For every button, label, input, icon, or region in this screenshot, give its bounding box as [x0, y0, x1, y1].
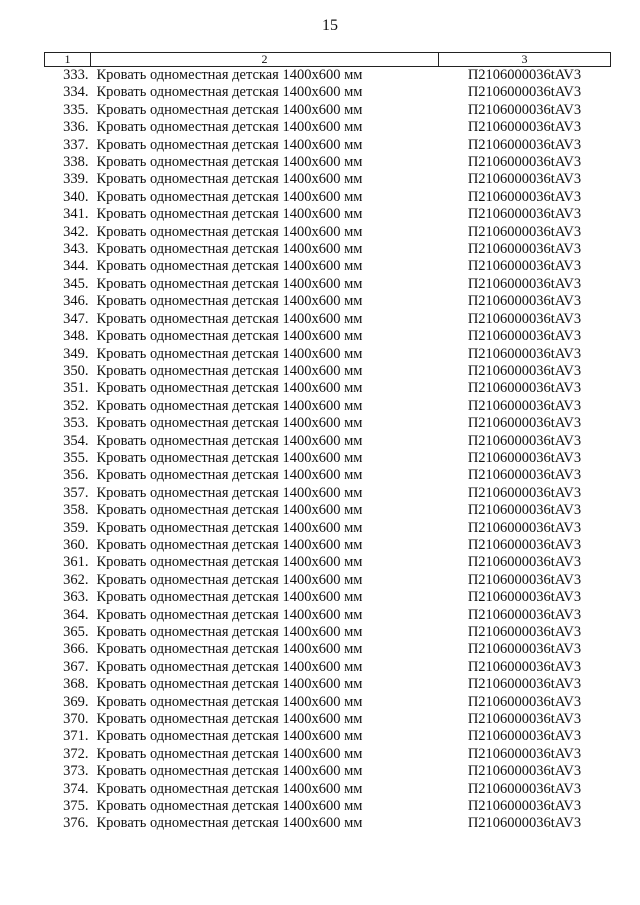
table-row [45, 206, 611, 223]
row-number: 368. [63, 676, 89, 693]
table-row [45, 624, 611, 641]
table-row [45, 311, 611, 328]
item-code: П2106000036tAV3 [467, 258, 582, 275]
item-code: П2106000036tAV3 [467, 554, 582, 571]
row-number: 347. [63, 310, 89, 327]
item-code: П2106000036tAV3 [467, 206, 582, 223]
table-row [45, 293, 611, 310]
table-row [45, 380, 611, 397]
items-table [44, 52, 611, 833]
item-name: Кровать одноместная детская 1400х600 мм [96, 589, 363, 606]
item-code: П2106000036tAV3 [467, 432, 582, 449]
table-row [45, 189, 611, 206]
item-name: Кровать одноместная детская 1400х600 мм [96, 223, 363, 240]
table-row [45, 676, 611, 693]
row-number: 350. [63, 362, 89, 379]
item-name: Кровать одноместная детская 1400х600 мм [96, 136, 363, 153]
item-name: Кровать одноместная детская 1400х600 мм [96, 519, 363, 536]
row-number: 375. [63, 798, 89, 815]
page-number: 15 [322, 17, 338, 34]
table-row [45, 102, 611, 119]
row-number: 357. [63, 484, 89, 501]
item-name: Кровать одноместная детская 1400х600 мм [96, 606, 363, 623]
row-number: 364. [63, 606, 89, 623]
item-name: Кровать одноместная детская 1400х600 мм [96, 293, 363, 310]
item-name: Кровать одноместная детская 1400х600 мм [96, 676, 363, 693]
item-code: П2106000036tAV3 [467, 693, 582, 710]
row-number: 373. [63, 763, 89, 780]
table-row [45, 241, 611, 258]
table-row [45, 694, 611, 711]
item-code: П2106000036tAV3 [467, 815, 582, 832]
table-row [45, 537, 611, 554]
item-name: Кровать одноместная детская 1400х600 мм [96, 502, 363, 519]
item-name: Кровать одноместная детская 1400х600 мм [96, 397, 363, 414]
row-number: 353. [63, 415, 89, 432]
item-code: П2106000036tAV3 [467, 624, 582, 640]
item-name: Кровать одноместная детская 1400х600 мм [96, 67, 363, 83]
item-code: П2106000036tAV3 [467, 763, 582, 780]
row-number: 354. [63, 432, 89, 449]
row-number: 339. [63, 171, 89, 188]
row-number: 340. [63, 188, 89, 205]
row-number: 349. [63, 345, 89, 362]
item-name: Кровать одноместная детская 1400х600 мм [96, 449, 363, 466]
row-number: 352. [63, 397, 89, 414]
row-number: 360. [63, 536, 89, 553]
item-code: П2106000036tAV3 [467, 328, 582, 345]
item-name: Кровать одноместная детская 1400х600 мм [96, 241, 363, 258]
item-name: Кровать одноместная детская 1400х600 мм [96, 571, 363, 588]
table-row [45, 398, 611, 415]
column-header-3: 3 [439, 53, 611, 67]
item-code: П2106000036tAV3 [467, 397, 582, 414]
item-name: Кровать одноместная детская 1400х600 мм [96, 119, 363, 136]
item-name: Кровать одноместная детская 1400х600 мм [96, 154, 363, 171]
row-number: 358. [63, 502, 89, 519]
row-number: 351. [63, 380, 89, 397]
row-number: 363. [63, 589, 89, 606]
item-name: Кровать одноместная детская 1400х600 мм [96, 258, 363, 275]
item-name: Кровать одноместная детская 1400х600 мм [96, 763, 363, 780]
item-name: Кровать одноместная детская 1400х600 мм [96, 711, 363, 728]
item-code: П2106000036tAV3 [467, 67, 582, 83]
row-number: 369. [63, 693, 89, 710]
item-code: П2106000036tAV3 [467, 798, 582, 815]
item-code: П2106000036tAV3 [467, 310, 582, 327]
table-row [45, 659, 611, 676]
row-number: 367. [63, 658, 89, 675]
item-code: П2106000036tAV3 [467, 676, 582, 693]
row-number: 335. [63, 101, 89, 118]
item-name: Кровать одноместная детская 1400х600 мм [96, 188, 363, 205]
table-row [45, 502, 611, 519]
table-row [45, 433, 611, 450]
item-name: Кровать одноместная детская 1400х600 мм [96, 780, 363, 797]
table-header-row [45, 53, 611, 67]
table-row [45, 485, 611, 502]
item-code: П2106000036tAV3 [467, 711, 582, 728]
item-code: П2106000036tAV3 [467, 641, 582, 658]
table-body [45, 67, 611, 833]
item-code: П2106000036tAV3 [467, 415, 582, 432]
item-code: П2106000036tAV3 [467, 502, 582, 519]
row-number: 348. [63, 328, 89, 345]
item-name: Кровать одноместная детская 1400х600 мм [96, 815, 363, 832]
table-row [45, 84, 611, 101]
table-row [45, 328, 611, 345]
table-row [45, 258, 611, 275]
item-name: Кровать одноместная детская 1400х600 мм [96, 415, 363, 432]
table-row [45, 67, 611, 85]
item-code: П2106000036tAV3 [467, 101, 582, 118]
table-row [45, 137, 611, 154]
table-row [45, 520, 611, 537]
row-number: 365. [63, 624, 89, 640]
item-name: Кровать одноместная детская 1400х600 мм [96, 171, 363, 188]
row-number: 361. [63, 554, 89, 571]
table-row [45, 728, 611, 745]
table-row [45, 450, 611, 467]
table-row [45, 798, 611, 815]
row-number: 376. [63, 815, 89, 832]
item-code: П2106000036tAV3 [467, 345, 582, 362]
item-name: Кровать одноместная детская 1400х600 мм [96, 345, 363, 362]
row-number: 370. [63, 711, 89, 728]
item-code: П2106000036tAV3 [467, 658, 582, 675]
item-code: П2106000036tAV3 [467, 293, 582, 310]
item-name: Кровать одноместная детская 1400х600 мм [96, 84, 363, 101]
item-code: П2106000036tAV3 [467, 223, 582, 240]
table-row [45, 572, 611, 589]
row-number: 337. [63, 136, 89, 153]
item-code: П2106000036tAV3 [467, 154, 582, 171]
row-number: 371. [63, 728, 89, 745]
table-row [45, 607, 611, 624]
item-code: П2106000036tAV3 [467, 188, 582, 205]
item-name: Кровать одноместная детская 1400х600 мм [96, 484, 363, 501]
table-row [45, 224, 611, 241]
row-number: 356. [63, 467, 89, 484]
table-row [45, 171, 611, 188]
item-name: Кровать одноместная детская 1400х600 мм [96, 101, 363, 118]
row-number: 343. [63, 241, 89, 258]
row-number: 359. [63, 519, 89, 536]
row-number: 345. [63, 275, 89, 292]
item-name: Кровать одноместная детская 1400х600 мм [96, 728, 363, 745]
item-code: П2106000036tAV3 [467, 84, 582, 101]
item-code: П2106000036tAV3 [467, 275, 582, 292]
table-row [45, 363, 611, 380]
item-code: П2106000036tAV3 [467, 519, 582, 536]
row-number: 346. [63, 293, 89, 310]
table-row [45, 346, 611, 363]
item-name: Кровать одноместная детская 1400х600 мм [96, 380, 363, 397]
table-row [45, 641, 611, 658]
item-name: Кровать одноместная детская 1400х600 мм [96, 206, 363, 223]
table-row [45, 746, 611, 763]
item-name: Кровать одноместная детская 1400х600 мм [96, 432, 363, 449]
item-code: П2106000036tAV3 [467, 171, 582, 188]
row-number: 342. [63, 223, 89, 240]
item-name: Кровать одноместная детская 1400х600 мм [96, 310, 363, 327]
row-number: 355. [63, 449, 89, 466]
table-row [45, 119, 611, 136]
row-number: 333. [63, 67, 89, 83]
column-header-1: 1 [45, 53, 91, 67]
row-number: 344. [63, 258, 89, 275]
table-row [45, 711, 611, 728]
table-row [45, 276, 611, 293]
item-code: П2106000036tAV3 [467, 745, 582, 762]
item-code: П2106000036tAV3 [467, 571, 582, 588]
item-code: П2106000036tAV3 [467, 362, 582, 379]
row-number: 372. [63, 745, 89, 762]
table-row [45, 815, 611, 832]
row-number: 374. [63, 780, 89, 797]
table-row [45, 554, 611, 571]
item-code: П2106000036tAV3 [467, 780, 582, 797]
item-code: П2106000036tAV3 [467, 467, 582, 484]
item-code: П2106000036tAV3 [467, 606, 582, 623]
item-code: П2106000036tAV3 [467, 536, 582, 553]
table-row [45, 763, 611, 780]
table-row [45, 415, 611, 432]
item-name: Кровать одноместная детская 1400х600 мм [96, 641, 363, 658]
column-header-2: 2 [91, 53, 439, 67]
item-name: Кровать одноместная детская 1400х600 мм [96, 275, 363, 292]
table-row [45, 781, 611, 798]
item-name: Кровать одноместная детская 1400х600 мм [96, 467, 363, 484]
table-row [45, 154, 611, 171]
item-code: П2106000036tAV3 [467, 119, 582, 136]
item-code: П2106000036tAV3 [467, 136, 582, 153]
table-row [45, 467, 611, 484]
item-name: Кровать одноместная детская 1400х600 мм [96, 536, 363, 553]
item-code: П2106000036tAV3 [467, 484, 582, 501]
item-name: Кровать одноместная детская 1400х600 мм [96, 328, 363, 345]
item-code: П2106000036tAV3 [467, 589, 582, 606]
row-number: 334. [63, 84, 89, 101]
item-name: Кровать одноместная детская 1400х600 мм [96, 693, 363, 710]
row-number: 341. [63, 206, 89, 223]
item-name: Кровать одноместная детская 1400х600 мм [96, 798, 363, 815]
item-code: П2106000036tAV3 [467, 728, 582, 745]
item-name: Кровать одноместная детская 1400х600 мм [96, 624, 363, 640]
row-number: 362. [63, 571, 89, 588]
item-name: Кровать одноместная детская 1400х600 мм [96, 362, 363, 379]
item-code: П2106000036tAV3 [467, 241, 582, 258]
item-name: Кровать одноместная детская 1400х600 мм [96, 658, 363, 675]
row-number: 366. [63, 641, 89, 658]
table-row [45, 589, 611, 606]
item-name: Кровать одноместная детская 1400х600 мм [96, 554, 363, 571]
item-code: П2106000036tAV3 [467, 449, 582, 466]
item-name: Кровать одноместная детская 1400х600 мм [96, 745, 363, 762]
item-code: П2106000036tAV3 [467, 380, 582, 397]
row-number: 338. [63, 154, 89, 171]
row-number: 336. [63, 119, 89, 136]
